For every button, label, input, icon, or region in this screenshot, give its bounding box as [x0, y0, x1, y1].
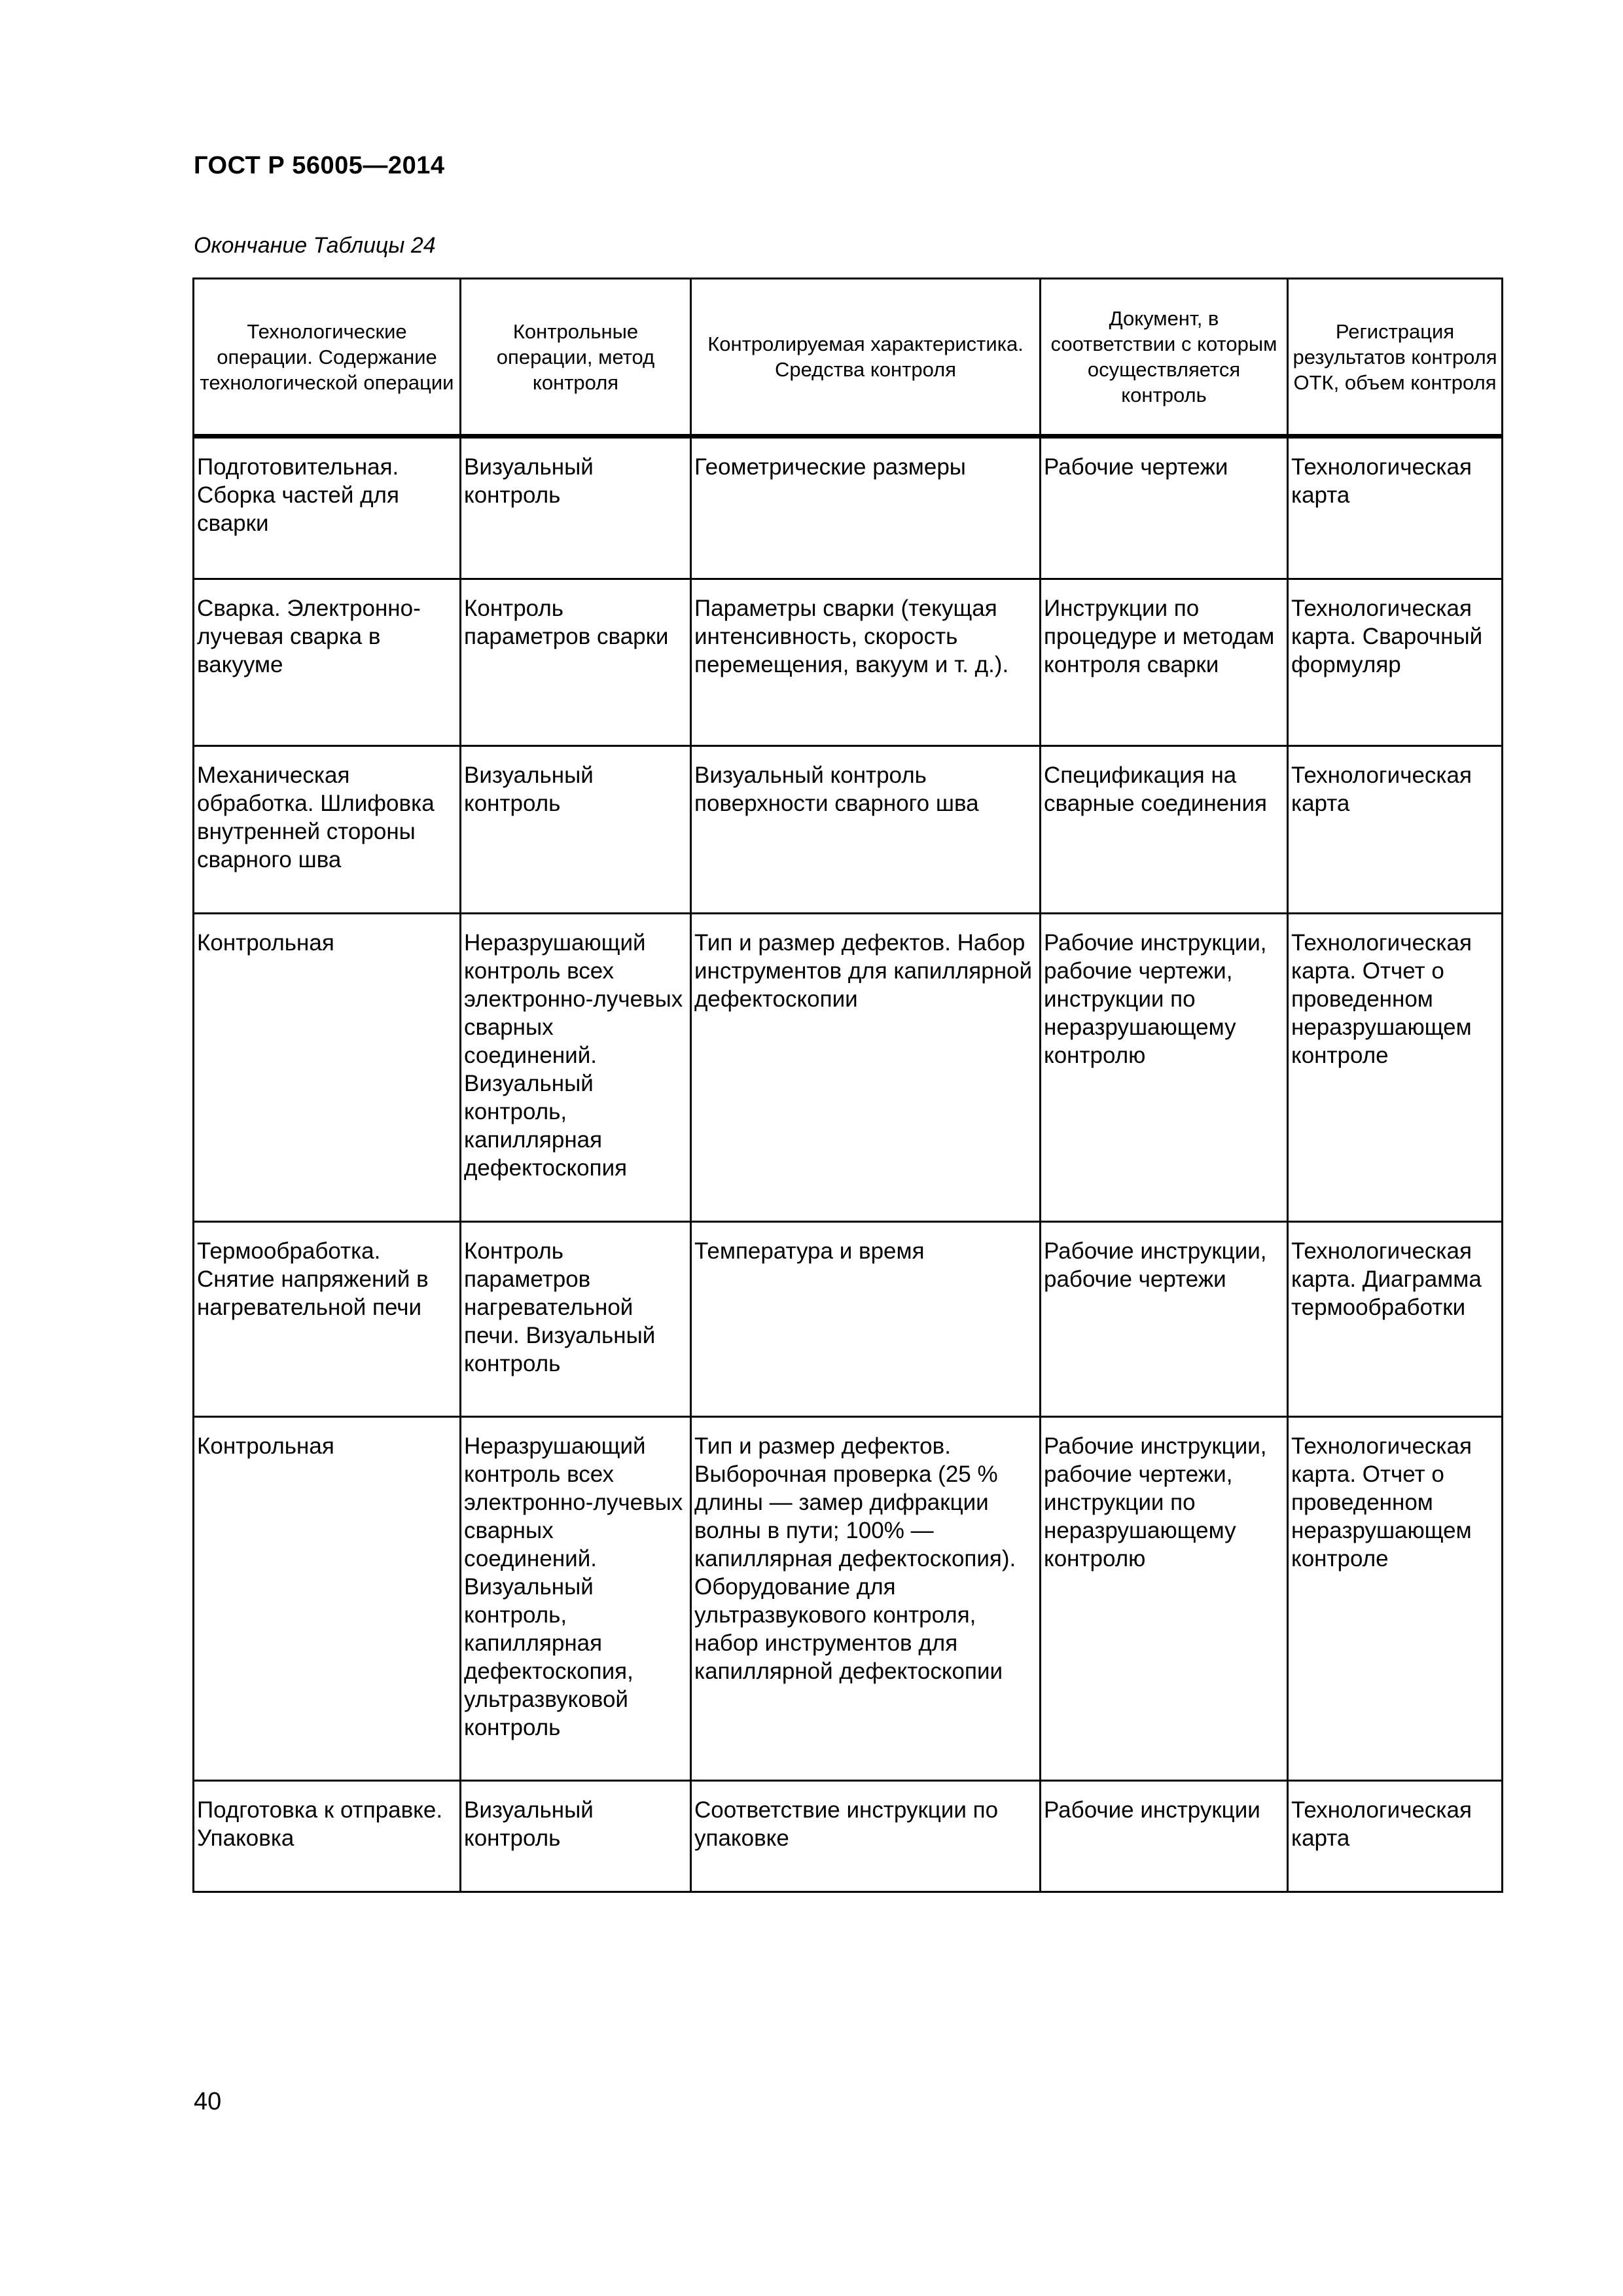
table-row — [194, 1222, 1503, 1417]
table-cell: Визуальный контроль — [461, 746, 691, 914]
table-cell: Визуальный контроль — [461, 1781, 691, 1892]
table-cell: Параметры сварки (текущая интенсивность, скорость перемещения, вакуум и т. д.). — [691, 579, 1041, 746]
table-row — [194, 579, 1503, 746]
inspection-table — [192, 278, 1503, 1893]
table-cell: Технологическая карта. Диаграмма термообработки — [1288, 1222, 1503, 1417]
table-cell: Технологическая карта — [1288, 1781, 1503, 1892]
table-cell: Подготовительная. Сборка частей для сварки — [194, 437, 461, 579]
table-caption: Окончание Таблицы 24 — [194, 233, 436, 258]
table-cell: Тип и размер дефектов. Набор инструментов для капиллярной дефектоскопии — [691, 914, 1041, 1222]
table-cell: Контрольная — [194, 914, 461, 1222]
column-header-document: Документ, в соответствии с которым осуществляется контроль — [1041, 279, 1288, 437]
table-cell: Термообработка. Снятие напряжений в нагревательной печи — [194, 1222, 461, 1417]
column-header-control-method: Контрольные операции, метод контроля — [461, 279, 691, 437]
table-cell: Рабочие инструкции — [1041, 1781, 1288, 1892]
table-row — [194, 1781, 1503, 1892]
table-cell: Технологическая карта. Отчет о проведенном неразрушающем контроле — [1288, 914, 1503, 1222]
table-cell: Технологическая карта — [1288, 437, 1503, 579]
table-cell: Визуальный контроль — [461, 437, 691, 579]
table-cell: Инструкции по процедуре и методам контроля сварки — [1041, 579, 1288, 746]
table-cell: Технологическая карта. Отчет о проведенном неразрушающем контроле — [1288, 1417, 1503, 1781]
table-cell: Неразрушающий контроль всех электронно-лучевых сварных соединений. Визуальный контроль, капиллярная дефектоскопия — [461, 914, 691, 1222]
table-cell: Технологическая карта. Сварочный формуляр — [1288, 579, 1503, 746]
table-cell: Контроль параметров сварки — [461, 579, 691, 746]
table-cell: Рабочие чертежи — [1041, 437, 1288, 579]
table-row — [194, 1417, 1503, 1781]
column-header-characteristic: Контролируемая характеристика. Средства контроля — [691, 279, 1041, 437]
table-cell: Рабочие инструкции, рабочие чертежи, инструкции по неразрушающему контролю — [1041, 1417, 1288, 1781]
table-cell: Рабочие инструкции, рабочие чертежи, инструкции по неразрушающему контролю — [1041, 914, 1288, 1222]
table-cell: Сварка. Электронно-лучевая сварка в вакууме — [194, 579, 461, 746]
table-cell: Тип и размер дефектов. Выборочная проверка (25 % длины — замер дифракции волны в пути; 100% — капиллярная дефектоскопия). Оборудование для ультразвукового контроля, набор инструментов для капиллярной дефектоскопии — [691, 1417, 1041, 1781]
table-row — [194, 746, 1503, 914]
column-header-registration: Регистрация результатов контроля ОТК, объем контроля — [1288, 279, 1503, 437]
table-header-row — [194, 279, 1503, 437]
table-cell: Технологическая карта — [1288, 746, 1503, 914]
column-header-operations: Технологические операции. Содержание технологической операции — [194, 279, 461, 437]
table-cell: Спецификация на сварные соединения — [1041, 746, 1288, 914]
table-cell: Неразрушающий контроль всех электронно-лучевых сварных соединений. Визуальный контроль, капиллярная дефектоскопия, ультразвуковой контроль — [461, 1417, 691, 1781]
table-cell: Визуальный контроль поверхности сварного шва — [691, 746, 1041, 914]
table-cell: Механическая обработка. Шлифовка внутренней стороны сварного шва — [194, 746, 461, 914]
table-row — [194, 437, 1503, 579]
page-number: 40 — [194, 2088, 222, 2115]
table-cell: Соответствие инструкции по упаковке — [691, 1781, 1041, 1892]
table-cell: Контроль параметров нагревательной печи. Визуальный контроль — [461, 1222, 691, 1417]
table-cell: Подготовка к отправке. Упаковка — [194, 1781, 461, 1892]
table-cell: Рабочие инструкции, рабочие чертежи — [1041, 1222, 1288, 1417]
table-row — [194, 914, 1503, 1222]
table-cell: Контрольная — [194, 1417, 461, 1781]
document-title: ГОСТ Р 56005—2014 — [194, 152, 445, 179]
table-cell: Геометрические размеры — [691, 437, 1041, 579]
table-cell: Температура и время — [691, 1222, 1041, 1417]
